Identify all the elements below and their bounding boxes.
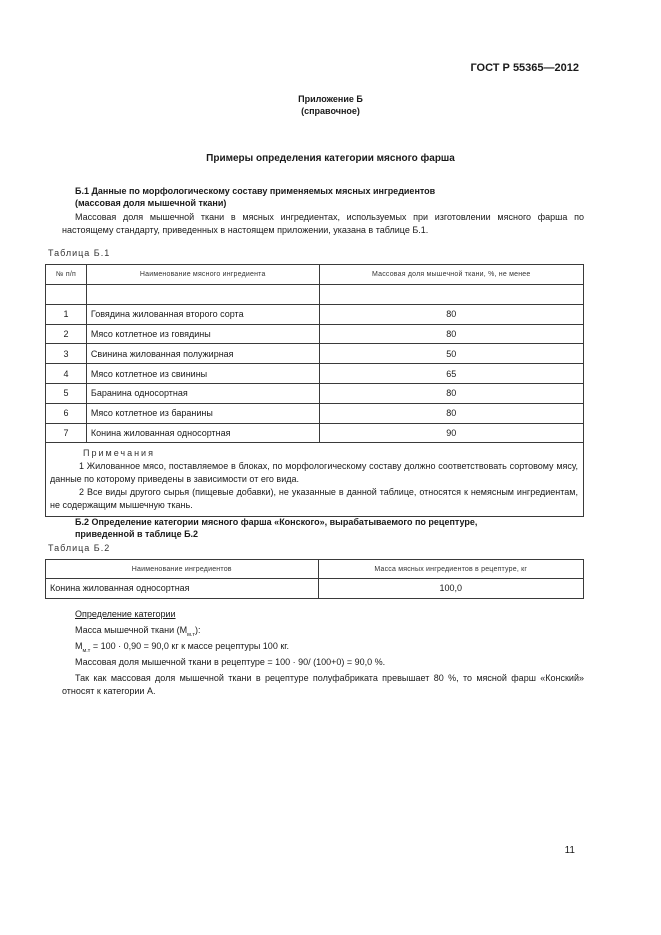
table-b1-notes (46, 443, 584, 517)
table-b1-spacer-cell (46, 285, 87, 305)
ingredient-name: Мясо котлетное из говядины (86, 324, 319, 344)
calc-line-1-suffix: ): (194, 625, 201, 635)
appendix-subtitle: (справочное) (301, 106, 360, 116)
notes-title: Примечания (83, 448, 155, 459)
section-b1-paragraph: Массовая доля мышечной ткани в мясных ингредиентах, используемых при изготовлении мясного фарша по настоящему стандарту, приведенных в настоящем приложении, указана в таблице Б.1. (62, 212, 584, 235)
ingredient-name: Конина жилованная односортная (86, 423, 319, 443)
row-number: 1 (46, 304, 87, 324)
table-b1-spacer-row (46, 285, 584, 305)
calc-line-1 (75, 624, 200, 641)
muscle-share-value: 50 (319, 344, 583, 364)
note-item: 1 Жилованное мясо, поставляемое в блоках, по морфологическому составу должно соответствовать сортовому мясу, данные по которому приведены в зависимости от его вида. (50, 461, 578, 485)
table-row (46, 344, 584, 364)
table-row (46, 423, 584, 443)
appendix-title: Приложение Б (298, 94, 363, 104)
muscle-share-value: 80 (319, 403, 583, 423)
table-row (46, 364, 584, 384)
table-b1-spacer-cell (86, 285, 319, 305)
table-b1-spacer-cell (319, 285, 583, 305)
calc-line-2 (75, 640, 289, 657)
calc-conclusion: Так как массовая доля мышечной ткани в рецептуре полуфабриката превышает 80 %, то мясной фарш «Конский» относят к категории А. (62, 673, 584, 696)
calc-line-2-subscript: м.т (82, 647, 91, 654)
section-b1-heading-line2: (массовая доля мышечной ткани) (75, 197, 227, 208)
appendix-heading (0, 93, 661, 117)
table-row (46, 403, 584, 423)
ingredient-mass: 100,0 (318, 579, 584, 599)
muscle-share-value: 65 (319, 364, 583, 384)
calc-line-1-prefix: Масса мышечной ткани (М (75, 625, 188, 635)
row-number: 2 (46, 324, 87, 344)
table-b1-header-number: № п/п (46, 265, 87, 285)
table-b1 (45, 264, 584, 517)
table-b2-header-mass: Масса мясных ингредиентов в рецептуре, кг (318, 560, 584, 579)
ingredient-name: Конина жилованная односортная (46, 579, 319, 599)
page-number: 11 (564, 845, 575, 856)
section-b1-heading-line1: Б.1 Данные по морфологическому составу применяемых мясных ингредиентов (75, 186, 436, 196)
table-b1-header-row (46, 265, 584, 285)
table-row (46, 304, 584, 324)
table-row (46, 383, 584, 403)
table-b1-caption: Таблица Б.1 (48, 248, 111, 258)
ingredient-name: Мясо котлетное из баранины (86, 403, 319, 423)
table-b2-header-row (46, 560, 584, 579)
muscle-share-value: 80 (319, 304, 583, 324)
table-b1-header-muscle-share: Массовая доля мышечной ткани, %, не менее (319, 265, 583, 285)
table-b2 (45, 559, 584, 599)
calc-heading (75, 608, 176, 621)
row-number: 3 (46, 344, 87, 364)
calc-heading-text: Определение категории (75, 609, 176, 619)
ingredient-name: Говядина жилованная второго сорта (86, 304, 319, 324)
calc-line-1-subscript: м.т (187, 631, 195, 638)
muscle-share-value: 90 (319, 423, 583, 443)
ingredient-name: Баранина односортная (86, 383, 319, 403)
row-number: 6 (46, 403, 87, 423)
table-b2-header-ingredients: Наименование ингредиентов (46, 560, 319, 579)
table-b2-caption: Таблица Б.2 (48, 543, 111, 553)
section-b2-heading-line2: приведенной в таблице Б.2 (75, 528, 199, 539)
calc-line-2-suffix: = 100 · 0,90 = 90,0 кг к массе рецептуры 100 кг. (90, 641, 289, 651)
ingredient-name: Свинина жилованная полужирная (86, 344, 319, 364)
table-row (46, 324, 584, 344)
calc-line-2-prefix: М (75, 641, 83, 651)
document-title: Примеры определения категории мясного фарша (206, 153, 455, 164)
standard-code: ГОСТ Р 55365—2012 (470, 62, 579, 74)
calc-line-3: Массовая доля мышечной ткани в рецептуре = 100 · 90/ (100+0) = 90,0 %. (75, 657, 386, 667)
table-b1-header-ingredient: Наименование мясного ингредиента (86, 265, 319, 285)
section-b1-heading (75, 186, 585, 209)
muscle-share-value: 80 (319, 324, 583, 344)
table-b1-notes-row (46, 443, 584, 517)
row-number: 7 (46, 423, 87, 443)
row-number: 5 (46, 383, 87, 403)
section-b2-heading-line1: Б.2 Определение категории мясного фарша «Конского», вырабатываемого по рецептуре, (75, 517, 478, 527)
ingredient-name: Мясо котлетное из свинины (86, 364, 319, 384)
section-b2-heading (75, 517, 585, 540)
table-row (46, 579, 584, 599)
row-number: 4 (46, 364, 87, 384)
note-item: 2 Все виды другого сырья (пищевые добавки), не указанные в данной таблице, относятся к немясным ингредиентам, не содержащим мышечную ткань. (50, 487, 578, 511)
muscle-share-value: 80 (319, 383, 583, 403)
